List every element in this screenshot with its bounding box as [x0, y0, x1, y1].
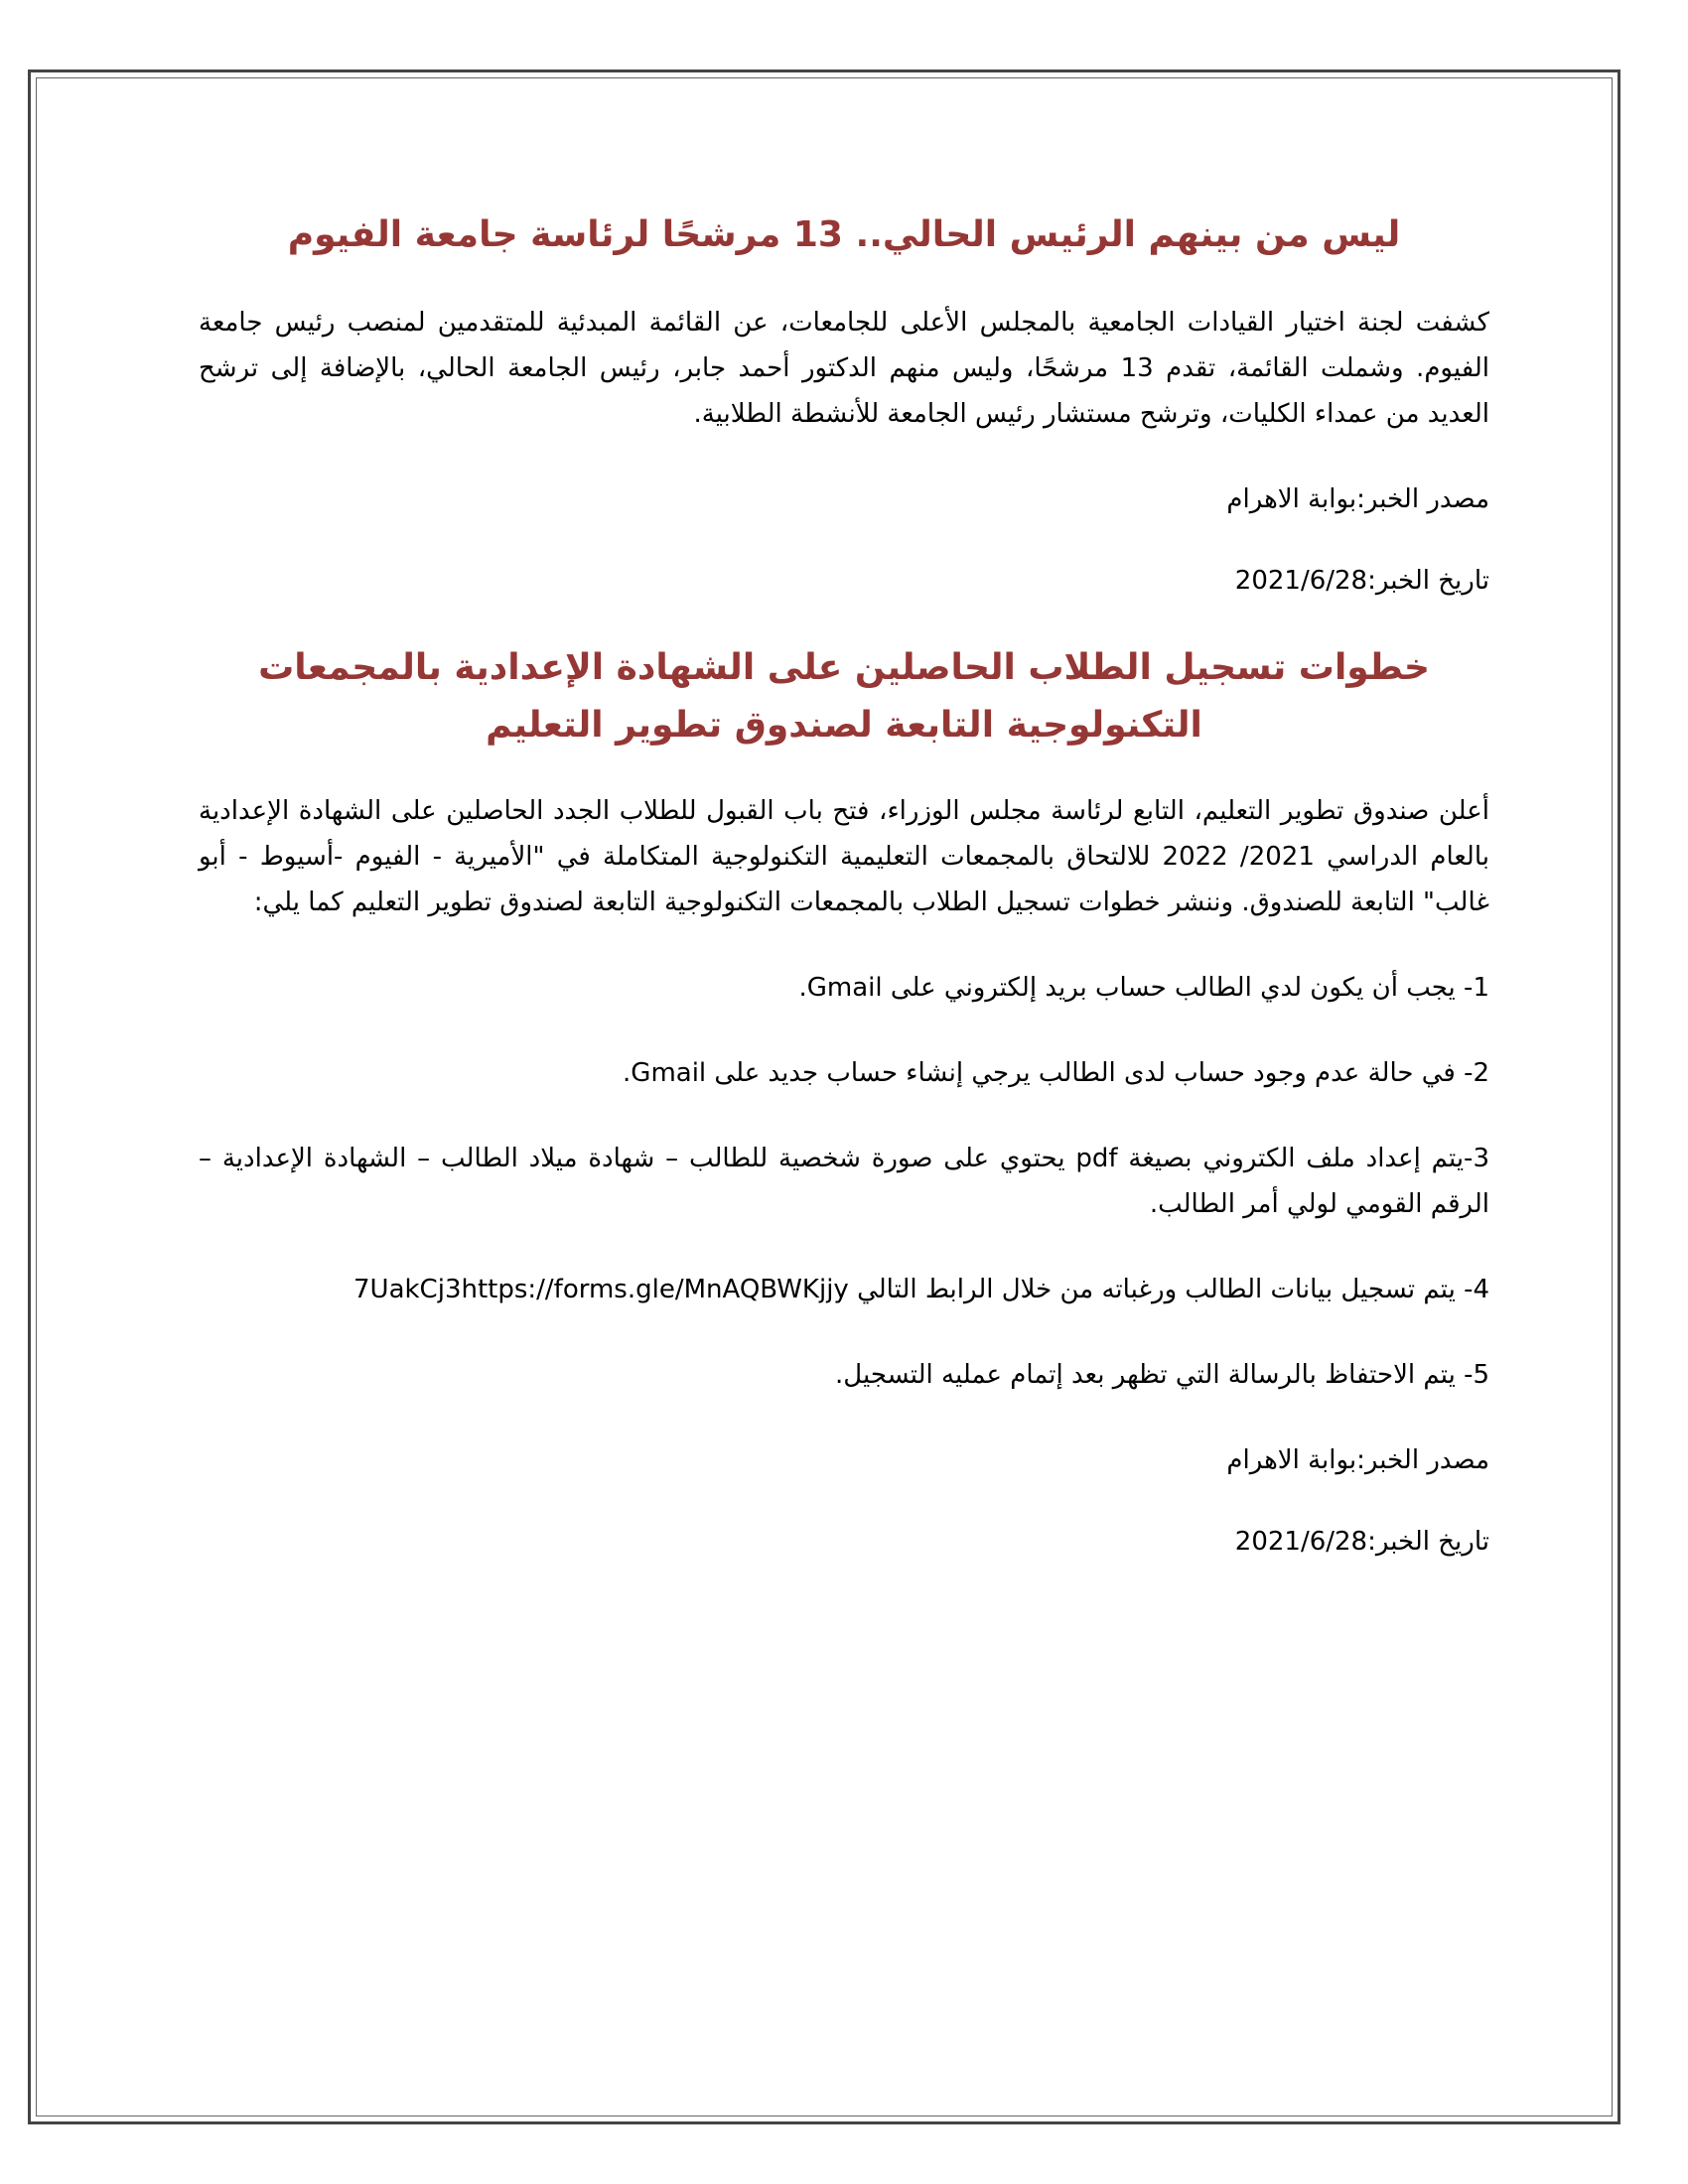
step-4: 4- يتم تسجيل بيانات الطالب ورغباته من خلال الرابط التالي 7UakCj3https://forms.gle/MnAQBWKjjy — [353, 1275, 1489, 1304]
article-1-title: ليس من بينهم الرئيس الحالي.. 13 مرشحًا لرئاسة جامعة الفيوم — [287, 214, 1401, 255]
step-5: 5- يتم الاحتفاظ بالرسالة التي تظهر بعد إتمام عمليه التسجيل. — [835, 1360, 1489, 1390]
article-1 — [199, 206, 1489, 604]
article-1-date: تاريخ الخبر:2021/6/28 — [1234, 566, 1489, 596]
article-2-body: أعلن صندوق تطوير التعليم، التابع لرئاسة مجلس الوزراء، فتح باب القبول للطلاب الجدد الحاصلين على الشهادة الإعدادية بالعام الدراسي 2021/ 2022 للالتحاق بالمجمعات التعليمية التكنولوجية المتكاملة في "الأميرية - الفيوم -أسيوط - أبو غالب" التابعة للصندوق. وننشر خطوات تسجيل الطلاب بالمجمعات التكنولوجية التابعة لصندوق تطوير التعليم كما يلي: — [199, 796, 1489, 917]
article-1-source: مصدر الخبر:بوابة الاهرام — [1226, 484, 1489, 514]
article-2-date: تاريخ الخبر:2021/6/28 — [1234, 1527, 1489, 1557]
step-2: 2- في حالة عدم وجود حساب لدى الطالب يرجي إنشاء حساب جديد على Gmail. — [623, 1058, 1489, 1088]
step-1: 1- يجب أن يكون لدي الطالب حساب بريد إلكتروني على Gmail. — [798, 973, 1489, 1003]
article-2-source: مصدر الخبر:بوابة الاهرام — [1226, 1445, 1489, 1475]
step-3: 3-يتم إعداد ملف الكتروني بصيغة pdf يحتوي على صورة شخصية للطالب – شهادة ميلاد الطالب – الشهادة الإعدادية – الرقم القومي لولي أمر الطالب. — [199, 1144, 1489, 1219]
document-content — [199, 179, 1489, 1600]
article-2 — [199, 639, 1489, 1565]
article-1-body: كشفت لجنة اختيار القيادات الجامعية بالمجلس الأعلى للجامعات، عن القائمة المبدئية للمتقدمين لمنصب رئيس جامعة الفيوم. وشملت القائمة، تقدم 13 مرشحًا، وليس منهم الدكتور أحمد جابر، رئيس الجامعة الحالي، بالإضافة إلى ترشح العديد من عمداء الكليات، وترشح مستشار رئيس الجامعة للأنشطة الطلابية. — [199, 308, 1489, 429]
article-2-title: خطوات تسجيل الطلاب الحاصلين على الشهادة الإعدادية بالمجمعات التكنولوجية التابعة لصندوق تطوير التعليم — [258, 647, 1430, 746]
